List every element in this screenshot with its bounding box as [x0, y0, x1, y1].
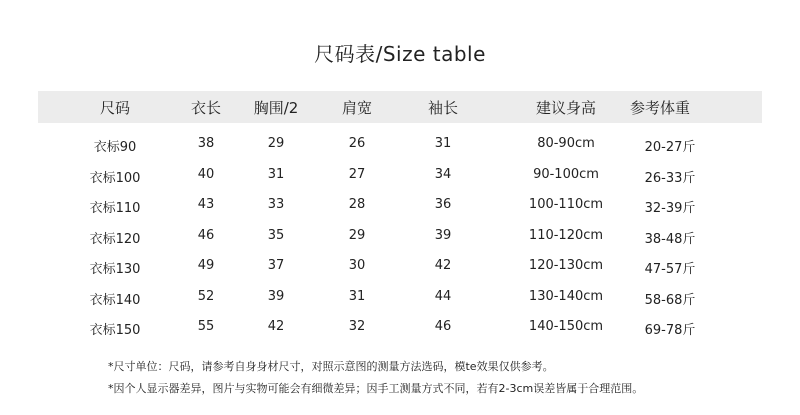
- table-cell-weight: 58-68斤: [644, 292, 696, 308]
- table-cell-shoulder: 31: [348, 288, 366, 304]
- table-cell-height: 90-100cm: [533, 166, 599, 182]
- table-cell-size: 衣标120: [89, 231, 141, 247]
- table-cell-weight: 69-78斤: [644, 323, 696, 338]
- table-cell-chest: 29: [267, 136, 285, 151]
- table-cell-length: 40: [197, 166, 215, 182]
- table-cell-height: 100-110cm: [528, 197, 604, 212]
- table-cell-weight: 38-48斤: [644, 231, 696, 247]
- table-cell-size: 衣标110: [89, 201, 141, 216]
- table-row: [0, 258, 800, 288]
- table-cell-sleeve: 34: [434, 166, 452, 182]
- table-cell-length: 46: [197, 227, 215, 243]
- table-cell-size: 衣标90: [93, 140, 137, 155]
- table-cell-sleeve: 31: [434, 136, 452, 151]
- table-row: [0, 319, 800, 349]
- table-row: [0, 167, 800, 197]
- table-cell-shoulder: 26: [348, 136, 366, 151]
- table-header-sleeve: 袖长: [427, 99, 459, 117]
- table-cell-size: 衣标100: [89, 170, 141, 186]
- size-table-title: 尺码表/Size table: [314, 42, 486, 66]
- table-cell-length: 43: [197, 197, 215, 212]
- table-cell-chest: 33: [267, 197, 285, 212]
- table-cell-sleeve: 42: [434, 258, 452, 273]
- table-cell-weight: 20-27斤: [644, 140, 696, 155]
- table-cell-sleeve: 39: [434, 227, 452, 243]
- table-cell-length: 55: [197, 319, 215, 334]
- table-cell-size: 衣标140: [89, 292, 141, 308]
- table-cell-sleeve: 36: [434, 197, 452, 212]
- table-cell-length: 38: [197, 136, 215, 151]
- table-row: [0, 228, 800, 258]
- table-row: [0, 136, 800, 166]
- table-cell-shoulder: 29: [348, 227, 366, 243]
- table-cell-weight: 47-57斤: [644, 262, 696, 277]
- table-cell-height: 140-150cm: [528, 319, 604, 334]
- table-cell-shoulder: 32: [348, 319, 366, 334]
- table-cell-height: 110-120cm: [528, 227, 604, 243]
- notes: [108, 356, 643, 400]
- table-cell-height: 120-130cm: [528, 258, 604, 273]
- table-cell-chest: 42: [267, 319, 285, 334]
- table-cell-sleeve: 46: [434, 319, 452, 334]
- table-cell-chest: 35: [267, 227, 285, 243]
- table-header-shoulder: 肩宽: [341, 99, 373, 117]
- table-cell-chest: 37: [267, 258, 285, 273]
- table-cell-chest: 31: [267, 166, 285, 182]
- table-cell-chest: 39: [267, 288, 285, 304]
- table-cell-height: 80-90cm: [537, 136, 595, 151]
- note-measurement: *尺寸单位：尺码，请参考自身身材尺寸，对照示意图的测量方法选码，模te效果仅供参考。: [108, 360, 554, 373]
- table-cell-shoulder: 27: [348, 166, 366, 182]
- table-header-size: 尺码: [99, 99, 131, 117]
- table-cell-sleeve: 44: [434, 288, 452, 304]
- table-cell-size: 衣标150: [89, 323, 141, 338]
- table-header-height: 建议身高: [535, 99, 597, 117]
- table-cell-weight: 32-39斤: [644, 201, 696, 216]
- table-header-weight: 参考体重: [629, 99, 691, 117]
- table-cell-length: 49: [197, 258, 215, 273]
- table-cell-weight: 26-33斤: [644, 170, 696, 186]
- table-header-length: 衣长: [190, 99, 222, 117]
- note-tolerance: *因个人显示器差异，图片与实物可能会有细微差异；因手工测量方式不同，若有2-3cm误差皆属于合理范围。: [108, 382, 644, 395]
- table-cell-size: 衣标130: [89, 262, 141, 277]
- table-row: [0, 289, 800, 319]
- table-cell-shoulder: 28: [348, 197, 366, 212]
- table-header-chest: 胸围/2: [253, 99, 299, 117]
- table-row: [0, 197, 800, 227]
- table-cell-length: 52: [197, 288, 215, 304]
- table-cell-shoulder: 30: [348, 258, 366, 273]
- table-cell-height: 130-140cm: [528, 288, 604, 304]
